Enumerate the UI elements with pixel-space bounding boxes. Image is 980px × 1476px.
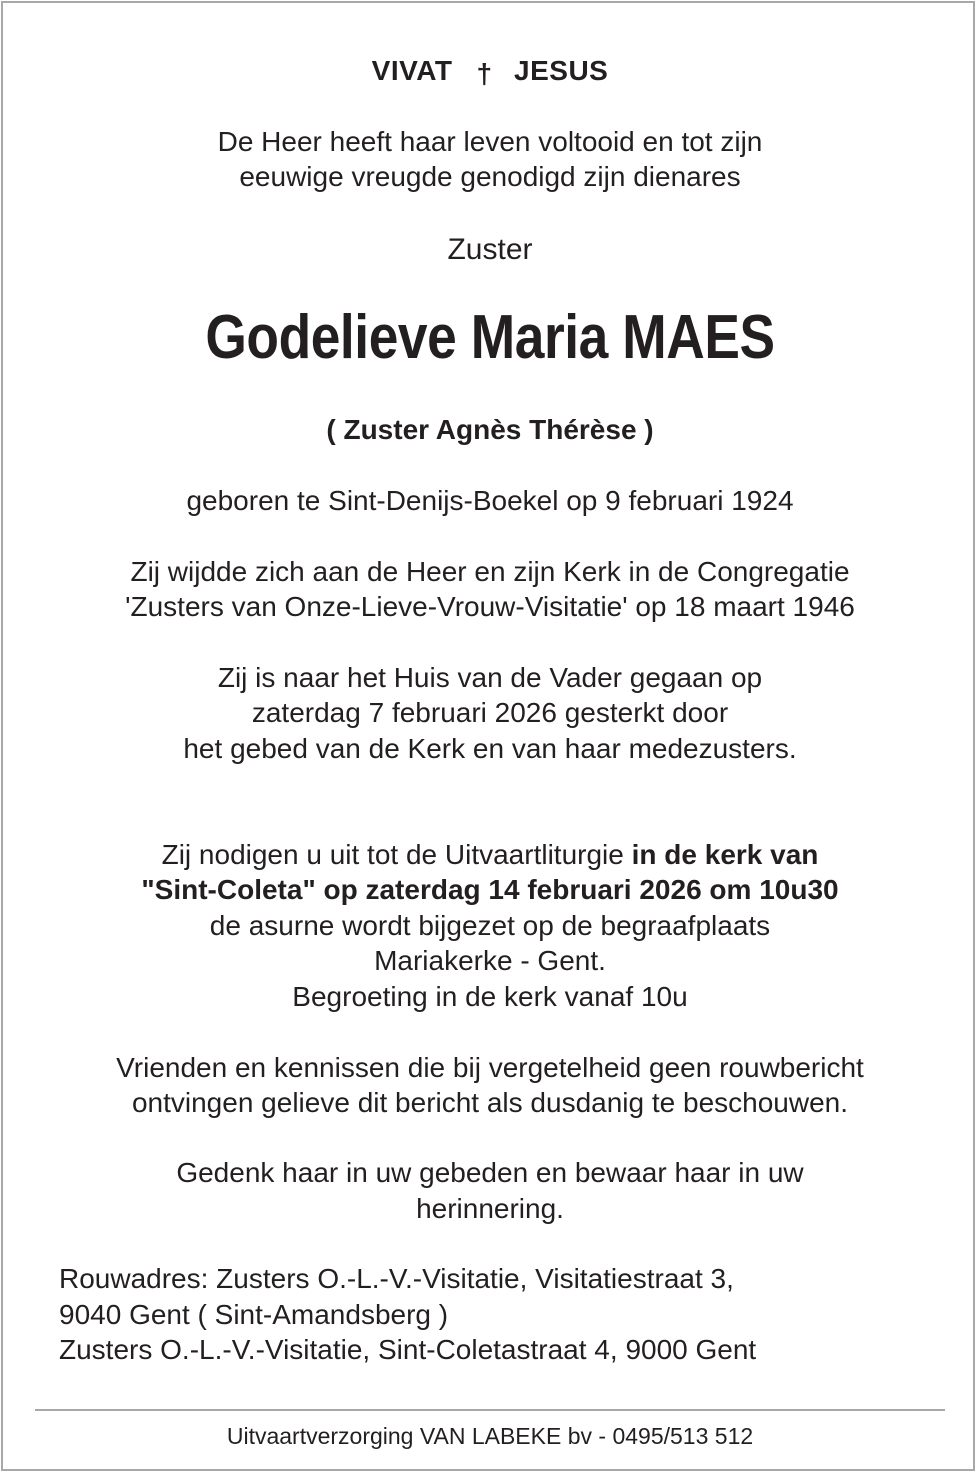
remember-line-2: herinnering. — [416, 1193, 564, 1224]
death-line-3: het gebed van de Kerk en van haar medezusters. — [183, 733, 797, 764]
vows-line-1: Zij wijdde zich aan de Heer en zijn Kerk in de Congregatie — [130, 556, 850, 587]
funeral-line-3: de asurne wordt bijgezet op de begraafplaats — [209, 910, 771, 941]
cross-icon: † — [476, 58, 493, 89]
funeral-line-1-regular: Zij nodigen u uit tot de Uitvaartliturgie — [161, 839, 632, 870]
vows-line-2: 'Zusters van Onze-Lieve-Vrouw-Visitatie' op 18 maart 1946 — [125, 591, 855, 622]
address-line-2: 9040 Gent ( Sint-Amandsberg ) — [59, 1299, 449, 1330]
header-jesus: JESUS — [514, 55, 609, 86]
religious-name: ( Zuster Agnès Thérèse ) — [326, 414, 654, 445]
intro-line-1: De Heer heeft haar leven voltooid en tot zijn — [217, 126, 763, 157]
header-vivat: VIVAT — [371, 55, 453, 86]
address-line-3: Zusters O.-L.-V.-Visitatie, Sint-Coletastraat 4, 9000 Gent — [59, 1334, 757, 1365]
intro-line-2: eeuwige vreugde genodigd zijn dienares — [239, 161, 741, 192]
death-line-2: zaterdag 7 februari 2026 gesterkt door — [251, 697, 729, 728]
person-name: Godelieve Maria MAES — [205, 303, 775, 372]
address-line-1: Rouwadres: Zusters O.-L.-V.-Visitatie, Visitatiestraat 3, — [59, 1263, 734, 1294]
notice-line-1: Vrienden en kennissen die bij vergetelheid geen rouwbericht — [116, 1052, 864, 1083]
notice-line-2: ontvingen gelieve dit bericht als dusdanig te beschouwen. — [131, 1087, 849, 1118]
funeral-line-1 — [0, 837, 980, 873]
person-title: Zuster — [447, 233, 533, 266]
funeral-line-4: Mariakerke - Gent. — [374, 945, 606, 976]
death-line-1: Zij is naar het Huis van de Vader gegaan op — [217, 662, 763, 693]
footer-divider — [35, 1409, 945, 1411]
footer-undertaker: Uitvaartverzorging VAN LABEKE bv - 0495/513 512 — [226, 1423, 754, 1449]
funeral-line-5: Begroeting in de kerk vanaf 10u — [292, 981, 688, 1012]
birth-line: geboren te Sint-Denijs-Boekel op 9 februari 1924 — [186, 485, 794, 516]
header-line — [0, 53, 980, 89]
funeral-line-2: "Sint-Coleta" op zaterdag 14 februari 2026 om 10u30 — [141, 874, 839, 905]
remember-line-1: Gedenk haar in uw gebeden en bewaar haar in uw — [176, 1157, 804, 1188]
funeral-line-1-bold: in de kerk van — [631, 839, 819, 870]
